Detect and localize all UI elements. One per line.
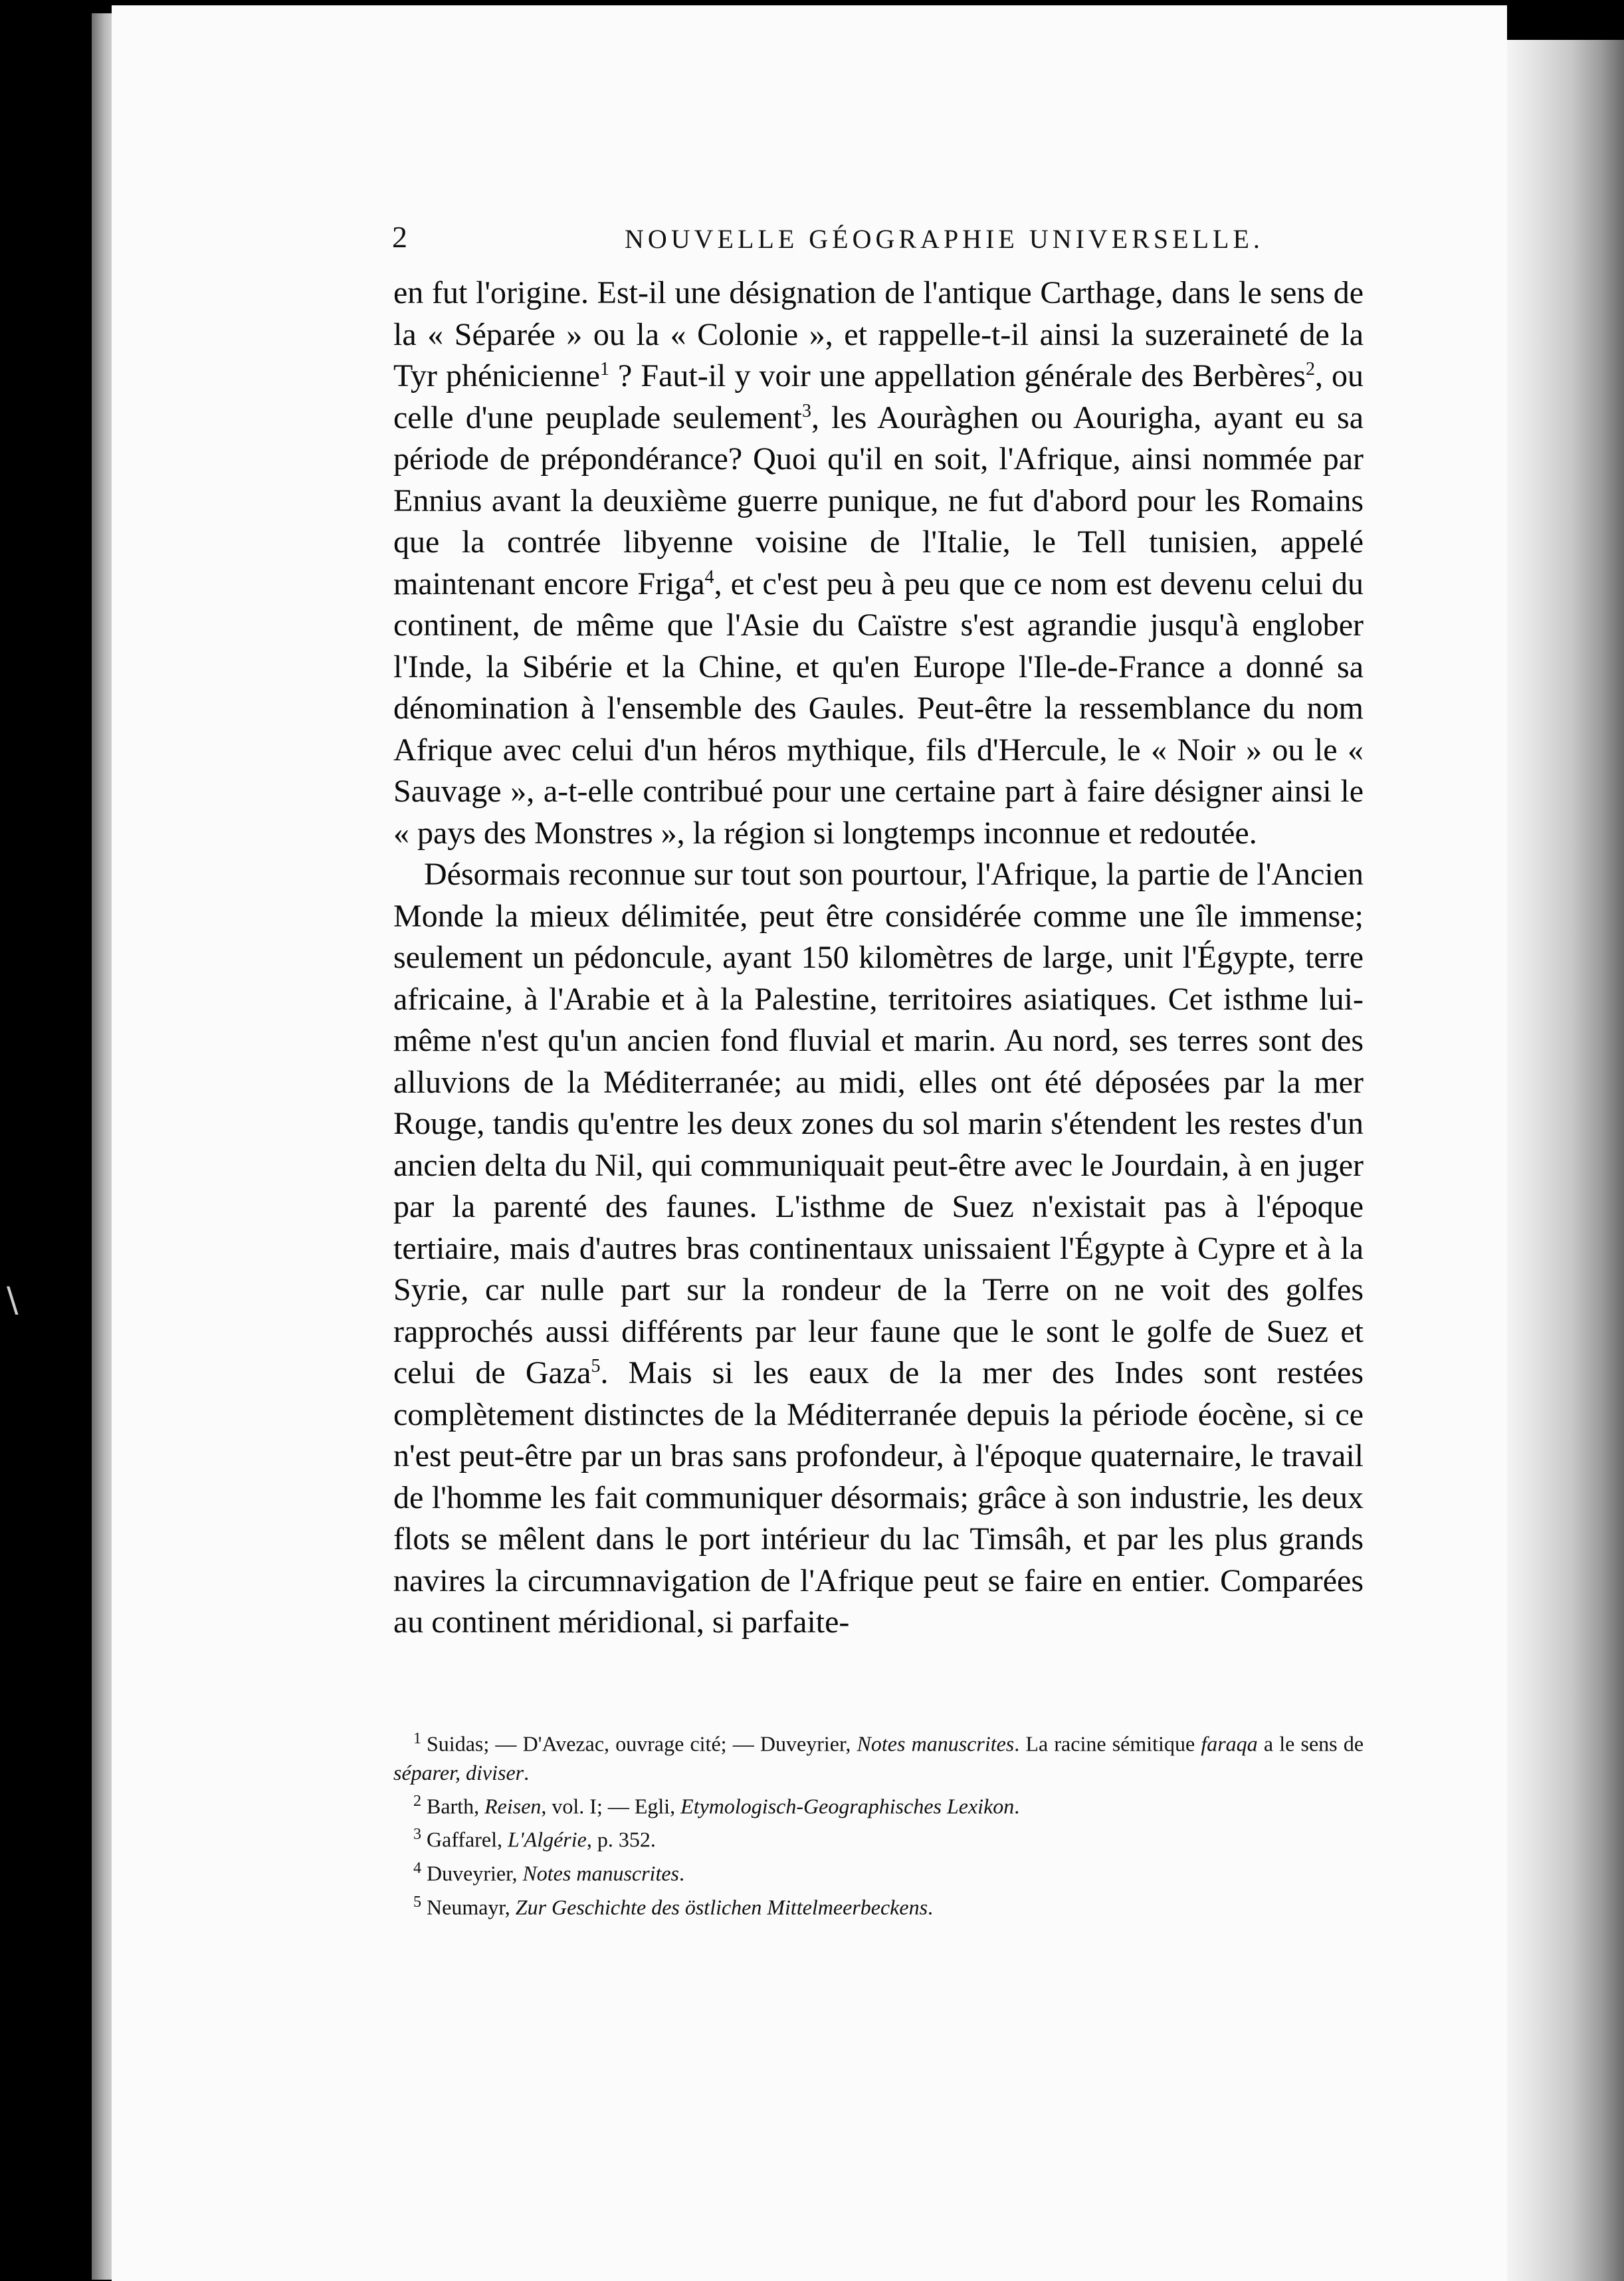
page-header [392, 219, 1369, 259]
footnote [393, 1854, 1364, 1888]
footnote-text: faraqa [1201, 1731, 1258, 1756]
footnote-mark: 5 [413, 1893, 421, 1911]
text-run: ? Faut-il y voir une appellation générale des Berbères [609, 358, 1306, 393]
text-run: . Mais si les eaux de la mer des Indes sont restées complètement distinctes de la Méditerranée depuis la période éocène, si ce n'est peut-être par un bras sans profondeur, à l'époque quaternaire, le travail de l'homme les fait communiquer désormais; grâce à son industrie, les deux flots se mêlent dans le port intérieur du lac Timsâh, et par les plus grands navires la circumnavigation de l'Afrique peut se faire en entier. Comparées au continent méridional, si parfaite- [393, 1355, 1364, 1640]
footnote-text: . [678, 1861, 684, 1886]
footnote-text: a le sens de [1257, 1731, 1364, 1756]
footnote-mark: 3 [413, 1826, 421, 1844]
footnote-text: séparer, diviser [393, 1760, 524, 1785]
text-run: , ou celle d'une peuplade seulement [393, 358, 1364, 435]
footnote-text: Suidas; — D'Avezac, ouvrage cité; — Duveyrier, [427, 1731, 857, 1756]
footnote-text: Gaffarel, [427, 1827, 508, 1852]
page-edge-shadow [1507, 40, 1624, 2281]
footnote-text: . [524, 1760, 530, 1785]
footnote-ref: 1 [599, 359, 609, 380]
page-number: 2 [392, 220, 407, 254]
footnote-text: Duveyrier, [427, 1861, 523, 1886]
text-run: Désormais reconnue sur tout son pourtour, l'Afrique, la partie de l'Ancien Monde la mieux délimitée, peut être considérée comme une île immense; seulement un pédoncule, ayant 150 kilomètres de large, unit l'Égypte, terre africaine, à l'Arabie et à la Palestine, territoires asiatiques. Cet isthme lui-même n'est qu'un ancien fond fluvial et marin. Au nord, ses terres sont des alluvions de la Méditerranée; au midi, elles ont été déposées par la mer Rouge, tandis qu'entre les deux zones du sol marin s'étendent les restes d'un ancien delta du Nil, qui communiquait peut-être avec le Jourdain, à en juger par la parenté des faunes. L'isthme de Suez n'existait pas à l'époque tertiaire, mais d'autres bras continentaux unissaient l'Égypte à Cypre et à la Syrie, car nulle part sur la rondeur de la Terre on ne voit des golfes rapprochés aussi différents par leur faune que le sont le golfe de Suez et celui de Gaza [393, 857, 1364, 1390]
footnote-text: Notes manuscrites [522, 1861, 679, 1886]
footnote [393, 1725, 1364, 1787]
footnote [393, 1888, 1364, 1922]
footnotes [393, 1725, 1364, 1921]
paragraph [393, 854, 1364, 1644]
footnote-text: Reisen [484, 1794, 542, 1818]
footnote-text: Neumayr, [427, 1895, 516, 1919]
margin-mark: \ [7, 1280, 19, 1320]
footnote-text: L'Algérie [508, 1827, 587, 1852]
text-run: , et c'est peu à peu que ce nom est devenu celui du continent, de même que l'Asie du Caïstre s'est agrandie jusqu'à englober l'Inde, la Sibérie et la Chine, et qu'en Europe l'Ile-de-France a donné sa dénomination à l'ensemble des Gaules. Peut-être la ressemblance du nom Afrique avec celui d'un héros mythique, fils d'Hercule, le « Noir » ou le « Sauvage », a-t-elle contribué pour une certaine part à faire désigner ainsi le « pays des Monstres », la région si longtemps inconnue et redoutée. [393, 566, 1364, 851]
footnote-text: Barth, [427, 1794, 485, 1818]
footnote-ref: 3 [801, 400, 811, 421]
footnote [393, 1820, 1364, 1854]
footnote-ref: 2 [1305, 359, 1315, 380]
footnote-text: Notes manuscrites [857, 1731, 1015, 1756]
text-run: en fut l'origine. Est-il une désignation de l'antique Carthage, dans le sens de la « Séparée » ou la « Colonie », et rappelle-t-il ainsi la suzeraineté de la Tyr phénicienne [393, 275, 1364, 393]
footnote-mark: 1 [413, 1730, 421, 1747]
page-edge-top [1507, 5, 1624, 45]
footnote-text: , p. 352. [586, 1827, 656, 1852]
paragraph [393, 272, 1364, 854]
body-text [393, 272, 1364, 1644]
footnote-text: . [928, 1895, 934, 1919]
footnote-text: . La racine sémitique [1014, 1731, 1201, 1756]
footnote [393, 1787, 1364, 1821]
text-run: , les Aouràghen ou Aourigha, ayant eu sa période de prépondérance? Quoi qu'il en soit, l'Afrique, ainsi nommée par Ennius avant la deuxième guerre punique, ne fut d'abord pour les Romains que la contrée libyenne voisine de l'Italie, le Tell tunisien, appelé maintenant encore Friga [393, 399, 1364, 601]
footnote-mark: 4 [413, 1859, 421, 1877]
footnote-mark: 2 [413, 1792, 421, 1810]
footnote-text: Zur Geschichte des östlichen Mittelmeerbeckens [515, 1895, 928, 1919]
footnote-text: Etymologisch-Geographisches Lexikon [680, 1794, 1015, 1818]
footnote-text: , vol. I; — Egli, [541, 1794, 681, 1818]
footnote-text: . [1014, 1794, 1020, 1818]
running-title: NOUVELLE GÉOGRAPHIE UNIVERSELLE. [625, 224, 1264, 254]
footnote-ref: 4 [704, 566, 714, 588]
footnote-ref: 5 [591, 1356, 601, 1376]
